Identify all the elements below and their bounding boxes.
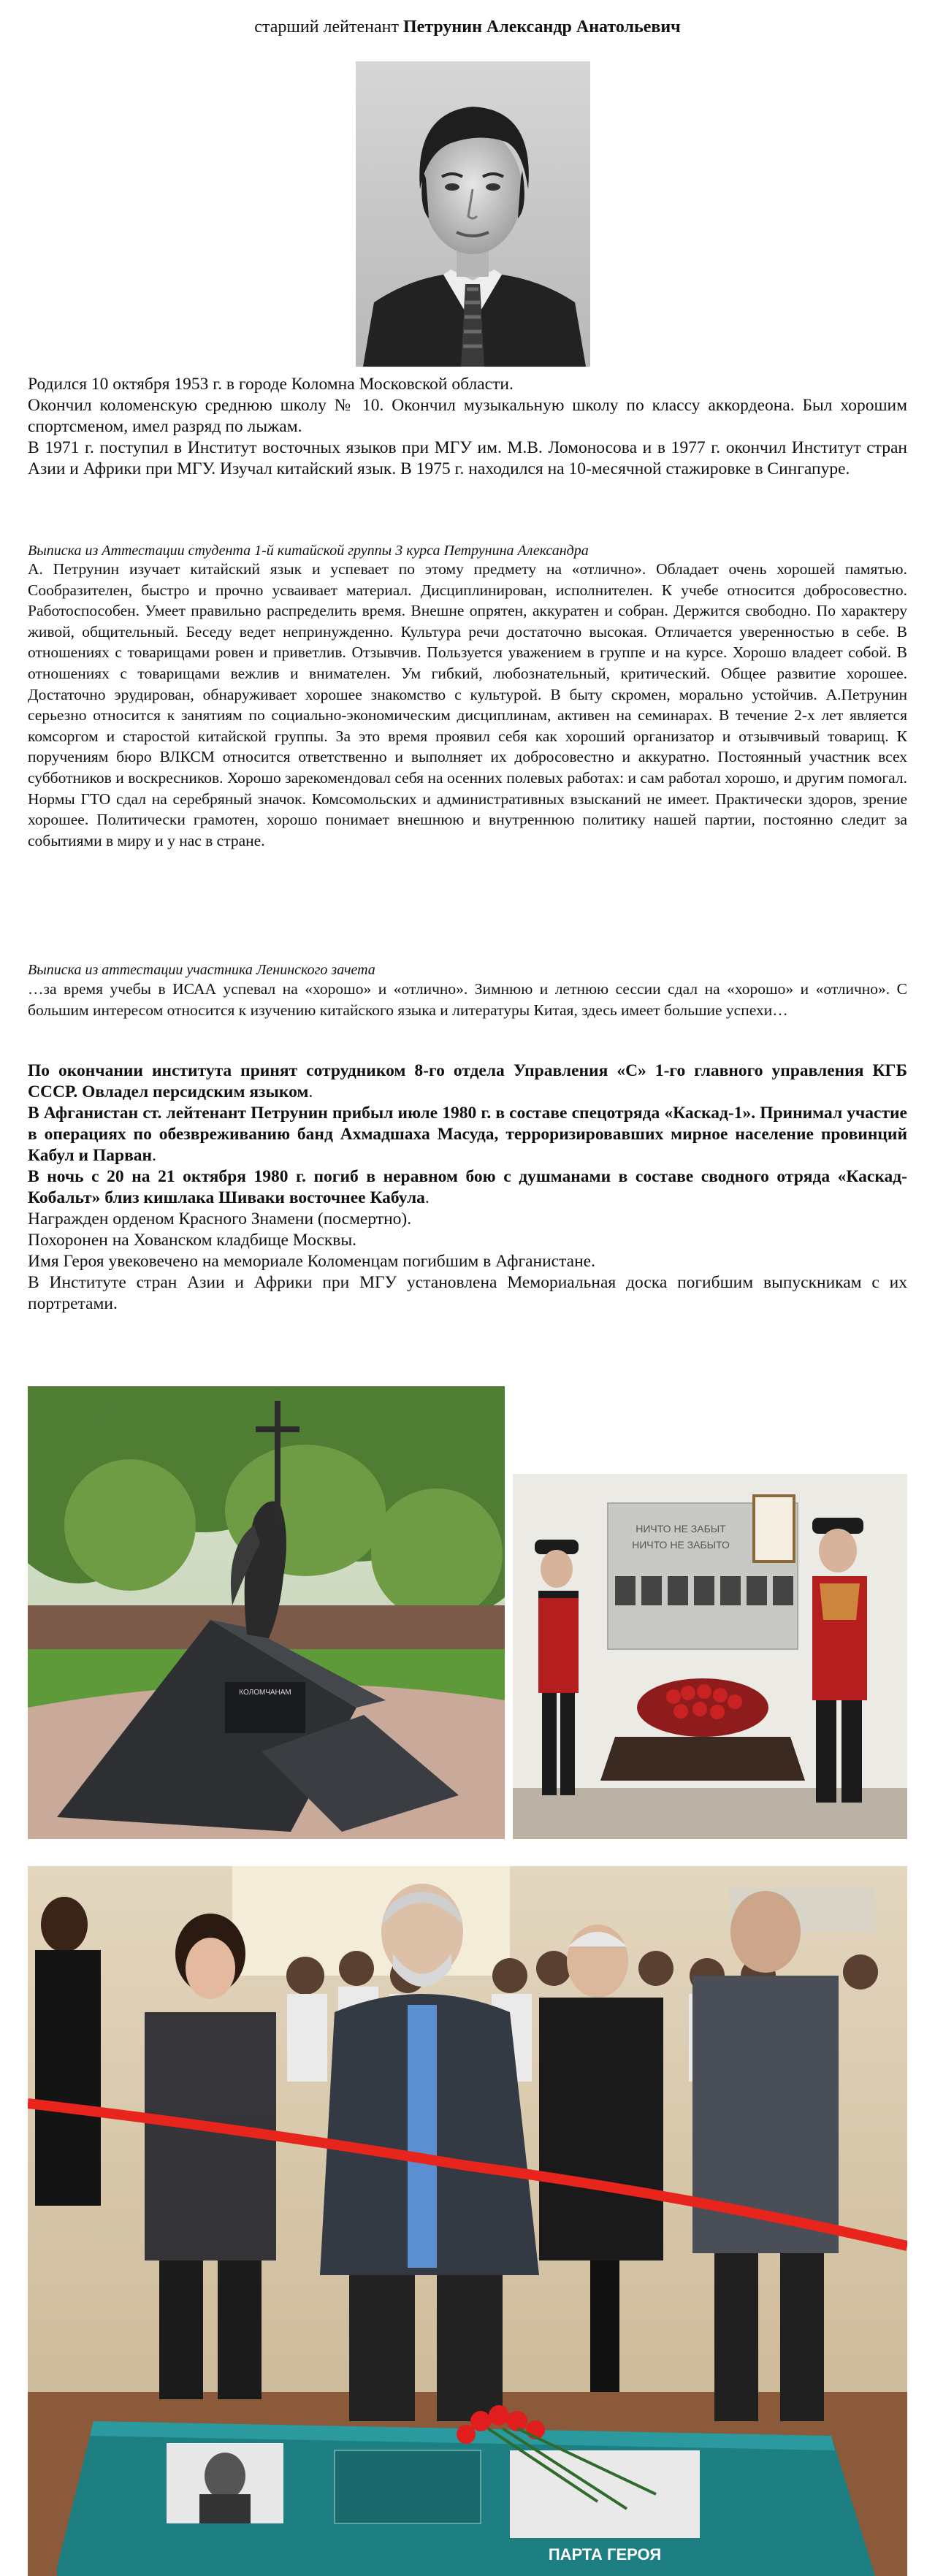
svg-text:НИЧТО НЕ ЗАБЫТО: НИЧТО НЕ ЗАБЫТО xyxy=(632,1539,730,1551)
attestation-2-text: …за время учебы в ИСАА успевал на «хорошо» и «отлично». Зимнюю и летнюю сессии сдал на «хорошо» и «отлично». С большим интересом относится к изучению китайского языка и литературы Китая, здесь имеет большие успехи… xyxy=(28,980,907,1019)
service-afghanistan: В Афганистан ст. лейтенант Петрунин прибыл июле 1980 г. в составе спецотряда «Каскад-1». Принимал участие в операциях по обезвреживанию банд Ахмадшаха Масуда, терроризировавших мирное население провинций Кабул и Парван xyxy=(28,1104,907,1165)
bio-birth: Родился 10 октября 1953 г. в городе Коломна Московской области. xyxy=(28,375,514,394)
bio-school: Окончил коломенскую среднюю школу № 10. Окончил музыкальную школу по классу аккордеона. Был хорошим спортсменом, имел разряд по лыжам. xyxy=(28,396,907,436)
service-memorial: Имя Героя увековечено на мемориале Коломенцам погибшим в Афганистане. xyxy=(28,1252,595,1271)
svg-text:ПАРТА ГЕРОЯ: ПАРТА ГЕРОЯ xyxy=(548,2545,662,2564)
service-death: В ночь с 20 на 21 октября 1980 г. погиб в неравном бою с душманами в составе сводного отряда «Каскад-Кобальт» близ кишлака Шиваки восточнее Кабула xyxy=(28,1167,907,1207)
service-plaque: В Институте стран Азии и Африки при МГУ установлена Мемориальная доска погибшим выпускникам с их портретами. xyxy=(28,1273,907,1313)
hero-name: Петрунин Александр Анатольевич xyxy=(403,18,681,37)
service-history: По окончании института принят сотрудником 8-го отдела Управления «С» 1-го главного управления КГБ СССР. Овладел персидским языком. В Афганистан ст. лейтенант Петрунин прибыл июле 1980 г. в составе спецотряда «Каскад-1». Принимал участие в операциях по обезвреживанию банд Ахмадшаха Масуда, терроризировавших мирное население провинций Кабул и Парван. В ночь с 20 на 21 октября 1980 г. погиб в неравном бою с душманами в составе сводного отряда «Каскад-Кобальт» близ кишлака Шиваки восточнее Кабула. Награжден орденом Красного Знамени (посмертно). Похоронен на Хованском кладбище Москвы. Имя Героя увековечено на мемориале Коломенцам погибшим в Афганистане. В Институте стран Азии и Африки при МГУ установлена Мемориальная доска погибшим выпускникам с их портретами. xyxy=(28,1061,907,1313)
service-kgb: По окончании института принят сотрудником 8-го отдела Управления «С» 1-го главного управления КГБ СССР. Овладел персидским языком xyxy=(28,1061,907,1101)
svg-text:НИЧТО НЕ ЗАБЫТ: НИЧТО НЕ ЗАБЫТ xyxy=(636,1523,726,1534)
ribbon-cutting-photo xyxy=(28,1866,907,2576)
attestation-1-heading: Выписка из Аттестации студента 1-й китайской группы 3 курса Петрунина Александра xyxy=(28,543,589,559)
bio-university: В 1971 г. поступил в Институт восточных языков при МГУ им. М.В. Ломоносова и в 1977 г. окончил Институт стран Азии и Африки при МГУ. Изучал китайский язык. В 1975 г. находился на 10-месячной стажировке в Сингапуре. xyxy=(28,438,907,478)
plaque-guard-photo xyxy=(513,1474,907,1839)
svg-text:КОЛОМЧАНАМ: КОЛОМЧАНАМ xyxy=(239,1689,291,1697)
rank-label: старший лейтенант xyxy=(254,18,399,37)
page-title xyxy=(0,16,935,38)
attestation-1-text: А. Петрунин изучает китайский язык и успевает по этому предмету на «отлично». Обладает очень хорошей памятью. Сообразителен, быстро и прочно усваивает материал. Дисциплинирован, исполнителен. К учебе относится добросовестно. Работоспособен. Умеет правильно распределить время. Внешне опрятен, аккуратен и собран. Держится свободно. По характеру живой, общительный. Беседу ведет непринужденно. Культура речи достаточно высокая. Отличается уверенностью в себе. В отношениях с товарищами ровен и приветлив. Отзывчив. Пользуется уважением в группе и на курсе. Хорошо владеет собой. В отношениях с товарищами вежлив и внимателен. Ум гибкий, любознательный, критический. Общее развитие хорошее. Достаточно эрудирован, обнаруживает хорошее знакомство с культурой. В быту скромен, морально устойчив. А.Петрунин серьезно относится к занятиям по социально-экономическим дисциплинам, активен на семинарах. В течение 2-х лет является комсоргом и старостой китайской группы. За это время проявил себя как хороший организатор и отзывчивый товарищ. К поручениям бюро ВЛКСМ относится ответственно и выполняет их добросовестно и аккуратно. Постоянный участник всех субботников и воскресников. Хорошо зарекомендовал себя на осенних полевых работах: и сам работал хорошо, и другим помогал. Нормы ГТО сдал на серебряный значок. Комсомольских и административных взысканий не имеет. Практически здоров, зрение хорошее. Политически грамотен, хорошо понимает внешнюю и внутреннюю политику нашей партии, постоянно следит за событиями в миру и у нас в стране. xyxy=(28,560,907,849)
biography xyxy=(28,374,907,480)
service-award: Награжден орденом Красного Знамени (посмертно). xyxy=(28,1209,412,1228)
hero-portrait-photo xyxy=(356,61,590,367)
attestation-2-heading: Выписка из аттестации участника Ленинского зачета xyxy=(28,962,375,978)
service-burial: Похоронен на Хованском кладбище Москвы. xyxy=(28,1231,357,1250)
memorial-photo xyxy=(28,1386,505,1839)
